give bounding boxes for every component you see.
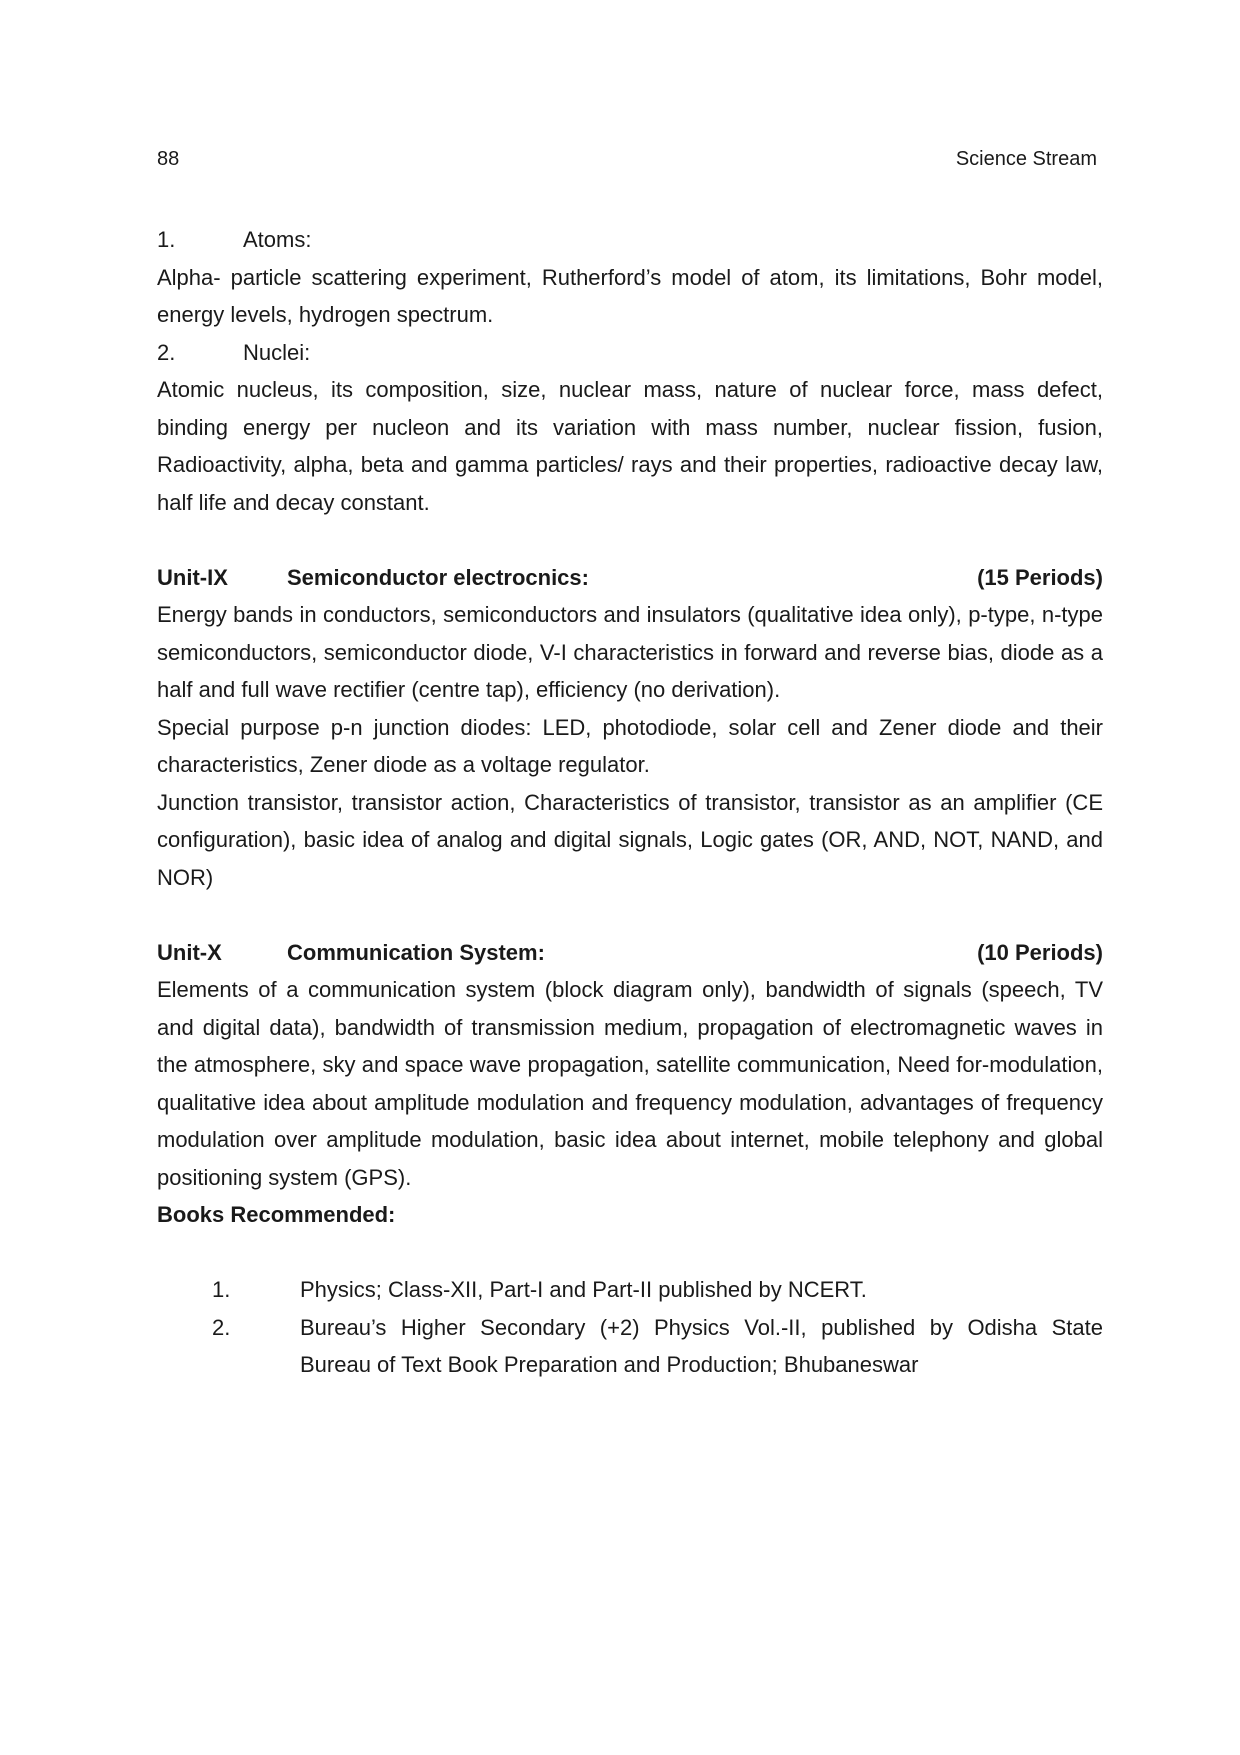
unit-ix-paragraph-2: Special purpose p-n junction diodes: LED, photodiode, solar cell and Zener diode and their characteristics, Zener diode as a voltage regulator. — [157, 714, 1103, 777]
book-number: 2. — [212, 1314, 231, 1340]
book-number: 1. — [212, 1277, 231, 1302]
atoms-title: Atoms: — [243, 227, 312, 252]
nuclei-title: Nuclei: — [243, 339, 311, 365]
unit-x-heading — [157, 934, 1103, 972]
nuclei-heading — [157, 334, 1103, 372]
unit-ix-title: Semiconductor electrocnics: — [287, 564, 589, 590]
unit-ix-periods: (15 Periods) — [977, 564, 1103, 590]
unit-ix-heading — [157, 559, 1103, 597]
unit-x-paragraph: Elements of a communication system (block diagram only), bandwidth of signals (speech, TV and digital data), bandwidth of transmission medium, propagation of electromagnetic waves in the atmosphere, sky and space wave propagation, satellite communication, Need for-modulation, qualitative idea about amplitude modulation and frequency modulation, advantages of frequency modulation over amplitude modulation, basic idea about internet, mobile telephony and global positioning system (GPS). — [157, 977, 1103, 1190]
book-item — [157, 1271, 1103, 1309]
book-list — [157, 1271, 1103, 1384]
book-text: Bureau’s Higher Secondary (+2) Physics Vol.-II, published by Odisha State Bureau of Text Book Preparation and Production; Bhubaneswar — [300, 1314, 1103, 1377]
nuclei-paragraph: Atomic nucleus, its composition, size, nuclear mass, nature of nuclear force, mass defect, binding energy per nucleon and its variation with mass number, nuclear fission, fusion, Radioactivity, alpha, beta and gamma particles/ rays and their properties, radioactive decay law, half life and decay constant. — [157, 377, 1103, 515]
unit-x-periods: (10 Periods) — [977, 939, 1103, 965]
page-header — [157, 148, 1097, 174]
unit-ix-code: Unit-IX — [157, 564, 228, 590]
atoms-heading — [157, 221, 1103, 259]
book-item — [157, 1309, 1103, 1384]
section-spacer — [157, 896, 1103, 934]
unit-x-code: Unit-X — [157, 939, 222, 965]
unit-ix-paragraph-1: Energy bands in conductors, semiconductors and insulators (qualitative idea only), p-type, n-type semiconductors, semiconductor diode, V-I characteristics in forward and reverse bias, diode as a half and full wave rectifier (centre tap), efficiency (no derivation). — [157, 602, 1103, 702]
book-text: Physics; Class-XII, Part-I and Part-II published by NCERT. — [300, 1277, 867, 1302]
unit-x-title: Communication System: — [287, 939, 545, 965]
page-number: 88 — [157, 148, 180, 170]
nuclei-number: 2. — [157, 339, 176, 365]
atoms-number: 1. — [157, 227, 176, 252]
section-spacer — [157, 521, 1103, 559]
unit-ix-paragraph-3: Junction transistor, transistor action, Characteristics of transistor, transistor as an amplifier (CE configuration), basic idea of analog and digital signals, Logic gates (OR, AND, NOT, NAND, and NOR) — [157, 789, 1103, 890]
running-title: Science Stream — [955, 148, 1097, 170]
books-recommended-title: Books Recommended: — [157, 1202, 396, 1227]
atoms-paragraph: Alpha- particle scattering experiment, Rutherford’s model of atom, its limitations, Bohr model, energy levels, hydrogen spectrum. — [157, 264, 1103, 327]
page-content — [157, 221, 1103, 1384]
